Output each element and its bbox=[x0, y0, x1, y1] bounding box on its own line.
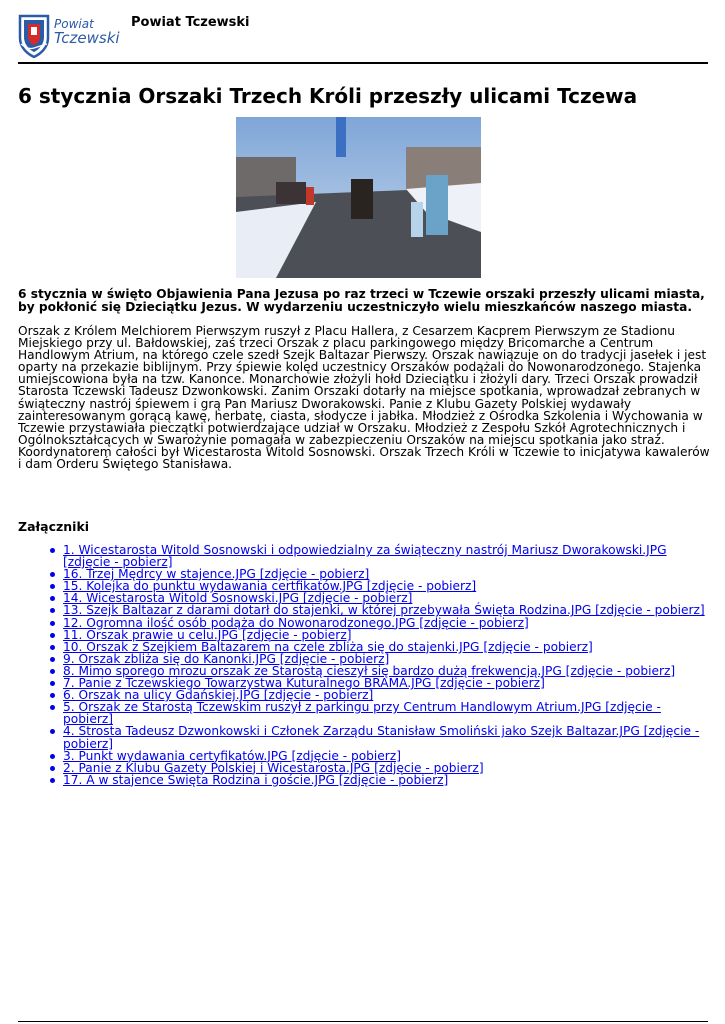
bullet-icon bbox=[50, 681, 55, 686]
footer-divider bbox=[18, 1021, 708, 1022]
bullet-icon bbox=[50, 596, 55, 601]
attachment-link[interactable]: 1. Wicestarosta Witold Sosnowski i odpowiedzialny za świąteczny nastrój Mariusz Dworakowski.JPG [zdjęcie - pobierz] bbox=[63, 543, 667, 570]
site-logo[interactable] bbox=[18, 14, 120, 60]
list-item bbox=[63, 701, 710, 725]
attachments-list bbox=[18, 544, 710, 786]
site-name: Powiat Tczewski bbox=[131, 15, 250, 30]
bullet-icon bbox=[50, 621, 55, 626]
bullet-icon bbox=[50, 669, 55, 674]
article-photo bbox=[236, 117, 481, 278]
list-item bbox=[63, 774, 710, 786]
bullet-icon bbox=[50, 645, 55, 650]
bullet-icon bbox=[50, 657, 55, 662]
bullet-icon bbox=[50, 633, 55, 638]
attachment-link[interactable]: 15. Kolejka do punktu wydawania certfikatów.JPG [zdjęcie - pobierz] bbox=[63, 579, 477, 594]
bullet-icon bbox=[50, 729, 55, 734]
bullet-icon bbox=[50, 572, 55, 577]
attachment-link[interactable]: 7. Panie z Tczewskiego Towarzystwa Kuturalnego BRAMA.JPG [zdjęcie - pobierz] bbox=[63, 676, 545, 691]
attachment-link[interactable]: 6. Orszak na ulicy Gdańskiej.JPG [zdjęcie - pobierz] bbox=[63, 688, 374, 703]
bullet-icon bbox=[50, 608, 55, 613]
logo-text-powiat: Powiat bbox=[54, 17, 94, 31]
logo-text-tczewski: Tczewski bbox=[54, 29, 120, 47]
bullet-icon bbox=[50, 584, 55, 589]
bullet-icon bbox=[50, 548, 55, 553]
article-title: 6 stycznia Orszaki Trzech Króli przeszły ulicami Tczewa bbox=[18, 84, 638, 108]
attachment-link[interactable]: 4. Strosta Tadeusz Dzwonkowski i Członek Zarządu Stanisław Smoliński jako Szejk Baltazar.JPG [zdjęcie - pobierz] bbox=[63, 724, 700, 751]
attachment-link[interactable]: 17. A w stajence Święta Rodzina i goście.JPG [zdjęcie - pobierz] bbox=[63, 772, 449, 787]
bullet-icon bbox=[50, 754, 55, 759]
header-divider bbox=[18, 62, 708, 64]
list-item bbox=[63, 725, 710, 749]
attachment-link[interactable]: 9. Orszak zbliża się do Kanonki.JPG [zdjęcie - pobierz] bbox=[63, 651, 390, 666]
bullet-icon bbox=[50, 705, 55, 710]
attachment-link[interactable]: 14. Wicestarosta Witold Sosnowski.JPG [zdjęcie - pobierz] bbox=[63, 591, 413, 606]
attachment-link[interactable]: 12. Ogromna ilość osób podąża do Nowonarodzonego.JPG [zdjęcie - pobierz] bbox=[63, 615, 529, 630]
attachment-link[interactable]: 11. Orszak prawie u celu.JPG [zdjęcie - pobierz] bbox=[63, 627, 352, 642]
attachment-link[interactable]: 5. Orszak ze Starostą Tczewskim ruszył z parkingu przy Centrum Handlowym Atrium.JPG [zdjęcie - pobierz] bbox=[63, 700, 661, 727]
coat-of-arms-icon bbox=[18, 14, 50, 58]
attachment-link[interactable]: 8. Mimo sporego mrozu orszak ze Starostą cieszył się bardzo dużą frekwencją.JPG [zdjęcie - pobierz] bbox=[63, 663, 676, 678]
attachments-heading: Załączniki bbox=[18, 519, 90, 534]
attachment-link[interactable]: 2. Panie z Klubu Gazety Polskiej i Wicestarosta.JPG [zdjęcie - pobierz] bbox=[63, 760, 484, 775]
bullet-icon bbox=[50, 766, 55, 771]
article-lead: 6 stycznia w święto Objawienia Pana Jezusa po raz trzeci w Tczewie orszaki przeszły ulicami miasta, by pokłonić się Dzieciątku Jezus. W wydarzeniu uczestniczyło wielu mieszkańców naszego miasta. bbox=[18, 287, 705, 314]
bullet-icon bbox=[50, 778, 55, 783]
list-item bbox=[63, 544, 710, 568]
attachment-link[interactable]: 16. Trzej Mędrcy w stajence.JPG [zdjęcie - pobierz] bbox=[63, 567, 370, 582]
attachment-link[interactable]: 13. Szejk Baltazar z darami dotarł do stajenki, w której przebywała Święta Rodzina.JPG [zdjęcie - pobierz] bbox=[63, 603, 705, 618]
bullet-icon bbox=[50, 693, 55, 698]
attachment-link[interactable]: 3. Punkt wydawania certyfikatów.JPG [zdjęcie - pobierz] bbox=[63, 748, 401, 763]
page-header bbox=[18, 12, 708, 64]
attachment-link[interactable]: 10. Orszak z Szejkiem Baltazarem na czele zbliża się do stajenki.JPG [zdjęcie - pobierz] bbox=[63, 639, 593, 654]
article-body: Orszak z Królem Melchiorem Pierwszym ruszył z Placu Hallera, z Cesarzem Kacprem Pierwszym ze Stadionu Miejskiego przy ul. Bałdowskiej, zaś trzeci Orszak z placu parkingowego między Bricomarche a Centrum Handlowym Atrium, na którego czele szedł Szejk Baltazar Pierwszy. Orszak nawiązuje on do tradycji jasełek i jest oparty na przekazie biblijnym. Przy śpiewie kolęd uczestnicy Orszaków podążali do Nowonarodzonego. Stajenka umiejscowiona była na tzw. Kanonce. Monarchowie złożyli hołd Dzieciątku i złożyli dary. Trzeci Orszak prowadził Starosta Tczewski Tadeusz Dzwonkowski. Zanim Orszaki dotarły na miejsce spotkania, wprowadzał zebranych w świąteczny nastrój śpiewem i grą Pan Mariusz Dworakowski. Panie z Klubu Gazety Polskiej wydawały zainteresowanym gorącą kawę, herbatę, ciasta, słodycze i jabłka. Młodzież z Ośrodka Szkolenia i Wychowania w Tczewie przystawiała pieczątki potwierdzające udział w Orszaku. Młodzież z Zespołu Szkół Agrotechnicznych i Ogólnokształcących w Swarożynie pomagała w zabezpieczeniu Orszaków na miejscu spotkania jako straż. Koordynatorem całości był Wicestarosta Witold Sosnowski. Orszak Trzech Króli w Tczewie to inicjatywa kawalerów i dam Orderu Świętego Stanisława. bbox=[18, 324, 710, 472]
